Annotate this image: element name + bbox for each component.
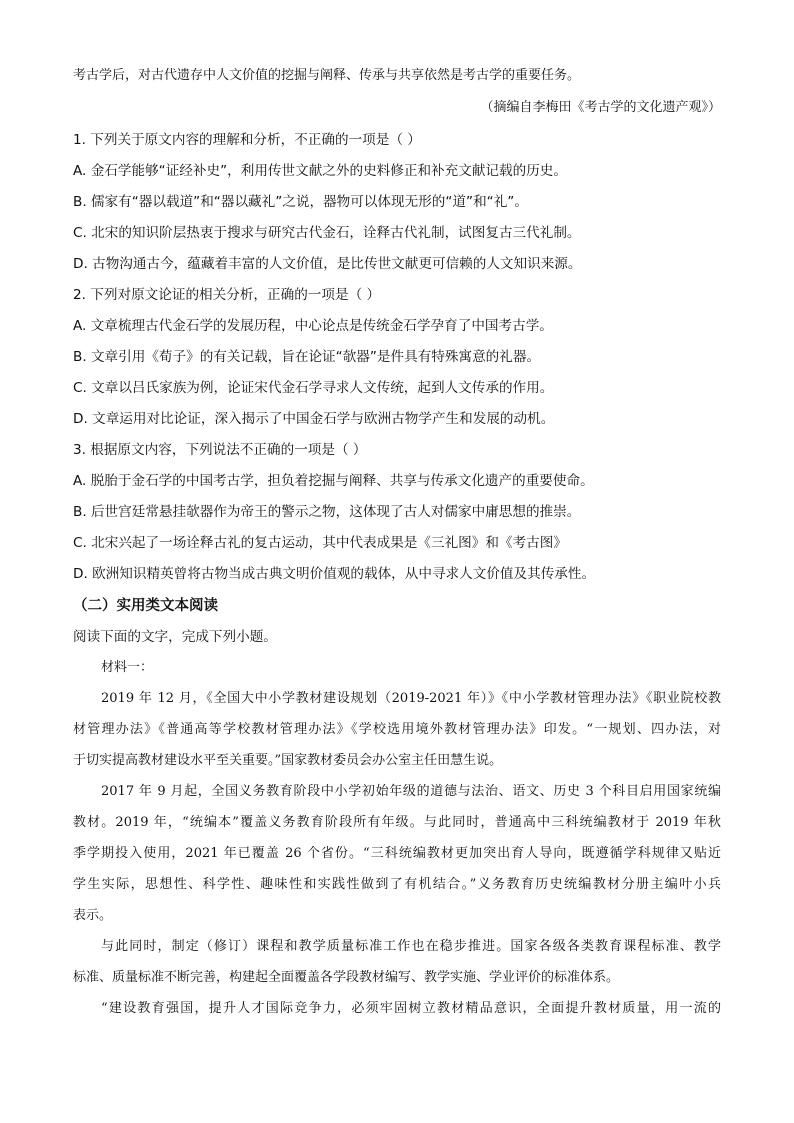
question-3-option-c[interactable]: C. 北宋兴起了一场诠释古礼的复古运动，其中代表成果是《三礼图》和《考古图》 — [73, 535, 567, 551]
question-1-option-a[interactable]: A. 金石学能够“证经补史”，利用传世文献之外的史料修正和补充文献记载的历史。 — [73, 163, 567, 179]
material-paragraph-2-line-1: 2017 年 9 月起，全国义务教育阶段中小学初始年级的道德与法治、语文、历史 3 个科目启用国家统编 — [101, 784, 721, 799]
question-2-option-c[interactable]: C. 文章以吕氏家族为例，论证宋代金石学寻求人文传统，起到人文传承的作用。 — [73, 380, 554, 396]
material-paragraph-2-line-3: 季学期投入使用，2021 年已覆盖 26 个省份。“三科统编教材更加突出育人导向，既遵循学科规律又贴近 — [73, 846, 721, 861]
question-1-option-b[interactable]: B. 儒家有“器以载道”和“器以藏礼”之说，器物可以体现无形的“道”和“礼”。 — [73, 194, 528, 210]
material-paragraph-1-line-3: 于切实提高教材建设水平至关重要。”国家教材委员会办公室主任田慧生说。 — [73, 753, 503, 768]
material-paragraph-4-line-1: “建设教育强国，提升人才国际竞争力，必须牢固树立教材精品意识，全面提升教材质量，用一流的 — [101, 1001, 721, 1016]
material-paragraph-1-line-2: 材管理办法》《普通高等学校教材管理办法》《学校选用境外教材管理办法》印发。“一规划、四办法，对 — [73, 722, 721, 737]
question-2-option-a[interactable]: A. 文章梳理古代金石学的发展历程，中心论点是传统金石学孕育了中国考古学。 — [73, 318, 553, 334]
material-paragraph-2-line-5: 表示。 — [73, 908, 113, 923]
passage-closing-line: 考古学后，对古代遗存中人文价值的挖掘与阐释、传承与共享依然是考古学的重要任务。 — [73, 68, 581, 83]
question-3-stem: 3. 根据原文内容，下列说法不正确的一项是（ ） — [73, 442, 367, 458]
question-1-option-d[interactable]: D. 古物沟通古今，蕴藏着丰富的人文价值，是比传世文献更可信赖的人文知识来源。 — [73, 256, 582, 272]
question-2-option-b[interactable]: B. 文章引用《荀子》的有关记载，旨在论证“欹器”是件具有特殊寓意的礼器。 — [73, 349, 541, 365]
material-paragraph-2-line-4: 学生实际，思想性、科学性、趣味性和实践性做到了有机结合。”义务教育历史统编教材分册主编叶小兵 — [73, 877, 721, 892]
material-label: 材料一： — [101, 660, 154, 675]
section-instruction: 阅读下面的文字，完成下列小题。 — [73, 629, 277, 645]
question-3-option-b[interactable]: B. 后世宫廷常悬挂欹器作为帝王的警示之物，这体现了古人对儒家中庸思想的推崇。 — [73, 504, 581, 520]
question-1-option-c[interactable]: C. 北宋的知识阶层热衷于搜求与研究古代金石，诠释古代礼制，试图复古三代礼制。 — [73, 225, 581, 241]
question-2-option-d[interactable]: D. 文章运用对比论证，深入揭示了中国金石学与欧洲古物学产生和发展的动机。 — [73, 411, 555, 427]
material-paragraph-3-line-2: 标准、质量标准不断完善，构建起全面覆盖各学段教材编写、教学实施、学业评价的标准体系。 — [73, 970, 620, 985]
question-3-option-d[interactable]: D. 欧洲知识精英曾将古物当成古典文明价值观的载体，从中寻求人文价值及其传承性。 — [73, 566, 596, 582]
question-2-stem: 2. 下列对原文论证的相关分析，正确的一项是（ ） — [73, 287, 381, 303]
question-3-option-a[interactable]: A. 脱胎于金石学的中国考古学，担负着挖掘与阐释、共享与传承文化遗产的重要使命。 — [73, 473, 594, 489]
material-paragraph-3-line-1: 与此同时，制定（修订）课程和教学质量标准工作也在稳步推进。国家各级各类教育课程标准、教学 — [101, 939, 721, 954]
source-citation: （摘编自李梅田《考古学的文化遗产观》） — [480, 100, 721, 115]
section-heading: （二）实用类文本阅读 — [73, 598, 218, 614]
question-1-stem: 1. 下列关于原文内容的理解和分析，不正确的一项是（ ） — [73, 132, 421, 148]
material-paragraph-2-line-2: 教材。2019 年，“统编本”覆盖义务教育阶段所有年级。与此同时，普通高中三科统编教材于 2019 年秋 — [73, 815, 721, 830]
material-paragraph-1-line-1: 2019 年 12 月，《全国大中小学教材建设规划（2019-2021 年）》《中小学教材管理办法》《职业院校教 — [101, 691, 721, 706]
